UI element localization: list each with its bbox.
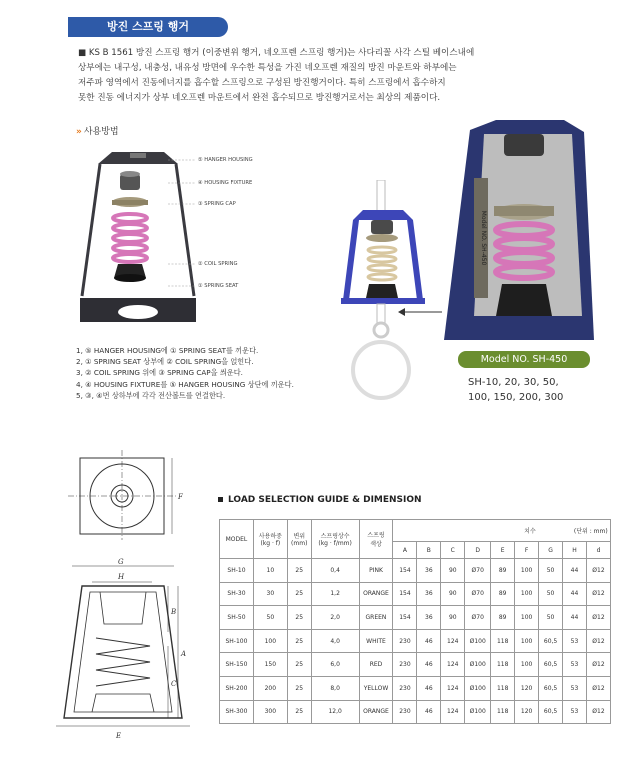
table-cell: SH-300 [220,700,254,724]
dim-label-e: E [116,732,122,740]
th-dim-f: F [515,542,539,559]
model-sizes: SH-10, 20, 30, 50, 100, 150, 200, 300 [468,377,564,403]
table-cell: 46 [417,629,441,653]
table-cell: 50 [539,582,563,606]
table-row [220,629,611,653]
table-row [220,676,611,700]
assembly-steps [76,345,294,401]
threaded-rod-bottom [377,304,385,324]
table-cell: 10 [253,559,287,583]
table-cell: 50 [539,559,563,583]
hanger-housing-leg [82,164,100,296]
table-cell: 100 [253,629,287,653]
th-model: MODEL [220,520,254,559]
table-cell: 118 [491,629,515,653]
table-cell: 46 [417,653,441,677]
neoprene-mount [100,592,146,624]
housing-fixture [371,220,393,234]
housing-fixture [504,134,544,156]
table-cell: SH-50 [220,606,254,630]
dim-label-f: F [178,493,183,501]
table-cell: 100 [515,653,539,677]
table-cell: ORANGE [359,582,393,606]
table-cell: YELLOW [359,676,393,700]
table-cell: 300 [253,700,287,724]
list-item: 1, ⑤ HANGER HOUSING에 ① SPRING SEAT를 끼운다. [76,346,259,355]
table-cell: 60,5 [539,653,563,677]
table-cell: 50 [539,606,563,630]
dim-label-h: H [118,573,125,581]
table-cell: 53 [563,653,587,677]
table-cell: 230 [393,700,417,724]
hanger-base-plate [341,298,425,304]
table-cell: SH-10 [220,559,254,583]
th-dim-e: E [491,542,515,559]
table-cell: 120 [515,700,539,724]
part-leader-lines [166,154,198,294]
list-item: 2, ① SPRING SEAT 상부에 ② COIL SPRING을 얹힌다. [76,357,254,367]
dim-label-b: B [171,608,177,616]
th-dim-d: d [586,542,610,559]
part-label-housing-fixture: ④ HOUSING FIXTURE [198,180,253,186]
table-cell: 100 [515,559,539,583]
th-dim-g: G [539,542,563,559]
table-cell: 44 [563,559,587,583]
table-cell: 90 [441,559,465,583]
list-item: 5, ③, ④번 상하부에 각각 전산볼트를 연결한다. [76,390,226,400]
housing-fixture-hole [130,153,146,158]
table-cell: Ø12 [586,629,610,653]
spring-seat [92,694,154,712]
table-cell: Ø12 [586,559,610,583]
table-cell: ORANGE [359,700,393,724]
lsg-title: LOAD SELECTION GUIDE & DIMENSION [218,495,422,505]
table-cell: 44 [563,582,587,606]
dim-label-a: A [181,650,187,658]
table-cell: PINK [359,559,393,583]
table-cell: 30 [253,582,287,606]
spec-table [219,519,611,724]
intro-line: 저주파 영역에서 진동에너지를 흡수할 스프링으로 구성된 방진행거이다. 특히 스프링에서 흡수하지 [78,78,446,88]
table-cell: Ø70 [465,582,491,606]
table-cell: 60,5 [539,700,563,724]
table-cell: 124 [441,629,465,653]
table-cell: 60,5 [539,676,563,700]
th-dim-d: D [465,542,491,559]
coil-spring [368,247,396,280]
table-cell: 2,0 [311,606,359,630]
th-dim-h: H [563,542,587,559]
table-row [220,582,611,606]
part-label-hanger-housing: ⑤ HANGER HOUSING [198,157,253,163]
table-cell: 1,2 [311,582,359,606]
table-cell: Ø12 [586,676,610,700]
table-cell: Ø12 [586,653,610,677]
square-bullet-icon [218,497,223,502]
table-cell: 25 [287,559,311,583]
pipe-clamp-ring [353,342,409,398]
arrow-left-icon [398,306,444,318]
intro-line: 상부에는 내구성, 내충성, 내유성 방면에 우수한 특성을 가진 네오프렌 재질의 방진 마운트와 하부에는 [78,63,457,73]
list-item: 3, ② COIL SPRING 위에 ③ SPRING CAP을 씌운다. [76,368,243,378]
table-cell: 124 [441,676,465,700]
installed-hanger-illustration [335,180,445,400]
th-const: 스프링상수 (kg · f/mm) [311,520,359,559]
usage-heading: » 사용방법 [76,127,119,137]
model-badge: Model NO. SH-450 [458,351,590,368]
table-cell: RED [359,653,393,677]
th-color: 스프링 색상 [359,520,393,559]
table-cell: 25 [287,606,311,630]
table-cell: 89 [491,582,515,606]
table-cell: 25 [287,582,311,606]
chevron-right-double-icon: » [76,127,80,137]
th-dims: 치수 (단위 : mm) [393,520,611,542]
intro-line: 못한 진동 에너지가 상부 네오프렌 마운트에서 완전 흡수되므로 방진행거로서는 최상의 제품이다. [78,93,441,103]
table-cell: 154 [393,559,417,583]
table-cell: 25 [287,629,311,653]
model-plate-text: Model NO. SH-450 [480,210,487,266]
table-cell: Ø12 [586,606,610,630]
part-label-coil-spring: ② COIL SPRING [198,261,238,267]
table-cell: 100 [515,629,539,653]
table-cell: 118 [491,676,515,700]
product-photo [444,120,596,344]
table-cell: SH-150 [220,653,254,677]
table-cell: Ø70 [465,606,491,630]
table-cell: 36 [417,606,441,630]
table-cell: 6,0 [311,653,359,677]
table-cell: 4,0 [311,629,359,653]
table-cell: 124 [441,700,465,724]
table-cell: 53 [563,700,587,724]
table-cell: Ø100 [465,653,491,677]
table-cell: Ø100 [465,676,491,700]
table-row [220,653,611,677]
table-cell: 154 [393,606,417,630]
table-cell: Ø12 [586,700,610,724]
table-row [220,700,611,724]
table-cell: SH-100 [220,629,254,653]
th-dim-c: C [441,542,465,559]
top-view-drawing [68,450,184,540]
part-label-spring-seat: ① SPRING SEAT [198,283,239,289]
table-cell: 90 [441,582,465,606]
table-cell: 89 [491,559,515,583]
table-cell: 53 [563,676,587,700]
hanger-housing-top [353,210,413,220]
table-cell: 90 [441,606,465,630]
table-cell: 36 [417,582,441,606]
table-cell: 8,0 [311,676,359,700]
table-cell: WHITE [359,629,393,653]
table-cell: 100 [515,582,539,606]
table-cell: 12,0 [311,700,359,724]
table-cell: 100 [515,606,539,630]
table-row [220,606,611,630]
coil-spring [96,638,150,686]
table-cell: 118 [491,653,515,677]
th-load: 사용하중 (kg · f) [253,520,287,559]
table-cell: 150 [253,653,287,677]
table-cell: 25 [287,653,311,677]
part-label-spring-cap: ③ SPRING CAP [198,201,236,207]
intro-line: ■ KS B 1561 방진 스프링 행거 (이중변위 행거, 네오프렌 스프링 행거)는 사다리꼴 사각 스틸 베이스내에 [78,48,475,58]
square-bullet-icon: ■ [78,48,87,58]
table-cell: 50 [253,606,287,630]
table-cell: 46 [417,700,441,724]
th-disp: 변위 (mm) [287,520,311,559]
table-cell: SH-30 [220,582,254,606]
dim-label-g: G [118,558,124,566]
dim-label-c: C [171,680,177,688]
table-cell: 25 [287,676,311,700]
table-cell: 25 [287,700,311,724]
table-cell: 200 [253,676,287,700]
table-cell: 44 [563,606,587,630]
table-cell: Ø100 [465,700,491,724]
table-cell: 0,4 [311,559,359,583]
clevis-hook [374,323,388,337]
table-cell: SH-200 [220,676,254,700]
table-cell: Ø70 [465,559,491,583]
list-item: 4, ④ HOUSING FIXTURE를 ⑤ HANGER HOUSING 상단에 끼운다. [76,379,294,389]
page-title: 방진 스프링 행거 [68,17,228,37]
th-dim-b: B [417,542,441,559]
spring-seat [366,284,398,298]
table-cell: Ø12 [586,582,610,606]
table-cell: 230 [393,629,417,653]
table-cell: 230 [393,653,417,677]
table-cell: 53 [563,629,587,653]
intro-text [78,46,598,106]
table-cell: 46 [417,676,441,700]
table-cell: 124 [441,653,465,677]
spring-cap [366,234,398,242]
table-cell: 230 [393,676,417,700]
table-cell: 154 [393,582,417,606]
table-row [220,559,611,583]
th-dim-a: A [393,542,417,559]
table-cell: 36 [417,559,441,583]
table-cell: 118 [491,700,515,724]
table-cell: Ø100 [465,629,491,653]
coil-spring [113,214,147,262]
front-view-drawing [56,556,196,746]
table-cell: 60,5 [539,629,563,653]
table-cell: 120 [515,676,539,700]
table-cell: GREEN [359,606,393,630]
table-cell: 89 [491,606,515,630]
spring-seat [496,284,552,316]
